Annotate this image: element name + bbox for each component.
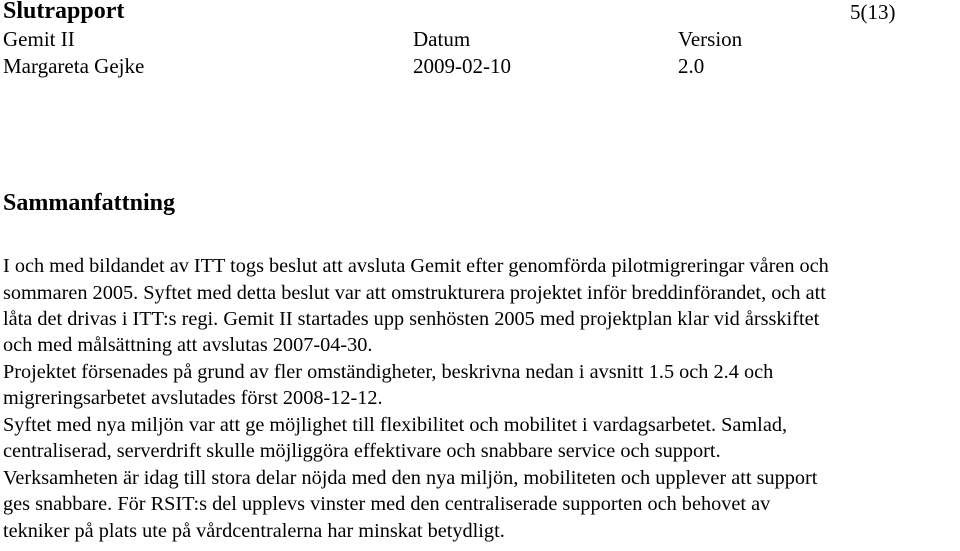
section-heading: Sammanfattning <box>3 190 176 216</box>
text-line: ges snabbare. För RSIT:s del upplevs vinster med den centraliserade supporten och behovet av <box>3 493 771 515</box>
text-line: sommaren 2005. Syftet med detta beslut var att omstrukturera projektet inför breddinförandet, och att <box>3 282 826 304</box>
page-number: 5(13) <box>850 0 896 24</box>
text-line: centraliserad, serverdrift skulle möjliggöra effektivare och snabbare service och support. <box>3 440 721 462</box>
author: Margareta Gejke <box>3 54 145 78</box>
text-line: och med målsättning att avslutas 2007-04-30. <box>3 334 373 356</box>
version-label: Version <box>678 27 743 51</box>
text-line: tekniker på plats ute på vårdcentralerna har minskat betydligt. <box>3 520 505 542</box>
text-line: I och med bildandet av ITT togs beslut att avsluta Gemit efter genomförda pilotmigreringar våren och <box>3 255 829 277</box>
date-label: Datum <box>413 27 471 51</box>
text-line: migreringsarbetet avslutades först 2008-12-12. <box>3 387 383 409</box>
project-label: Gemit II <box>3 27 75 51</box>
report-title: Slutrapport <box>3 0 125 24</box>
date-value: 2009-02-10 <box>413 54 511 78</box>
text-line: Verksamheten är idag till stora delar nöjda med den nya miljön, mobiliteten och upplever att support <box>3 467 818 489</box>
text-line: Syftet med nya miljön var att ge möjlighet till flexibilitet och mobilitet i vardagsarbetet. Samlad, <box>3 414 788 436</box>
text-line: låta det drivas i ITT:s regi. Gemit II startades upp senhösten 2005 med projektplan klar vid årsskiftet <box>3 308 820 330</box>
text-line: Projektet försenades på grund av fler omständigheter, beskrivna nedan i avsnitt 1.5 och 2.4 och <box>3 361 774 383</box>
version-value: 2.0 <box>678 54 705 78</box>
